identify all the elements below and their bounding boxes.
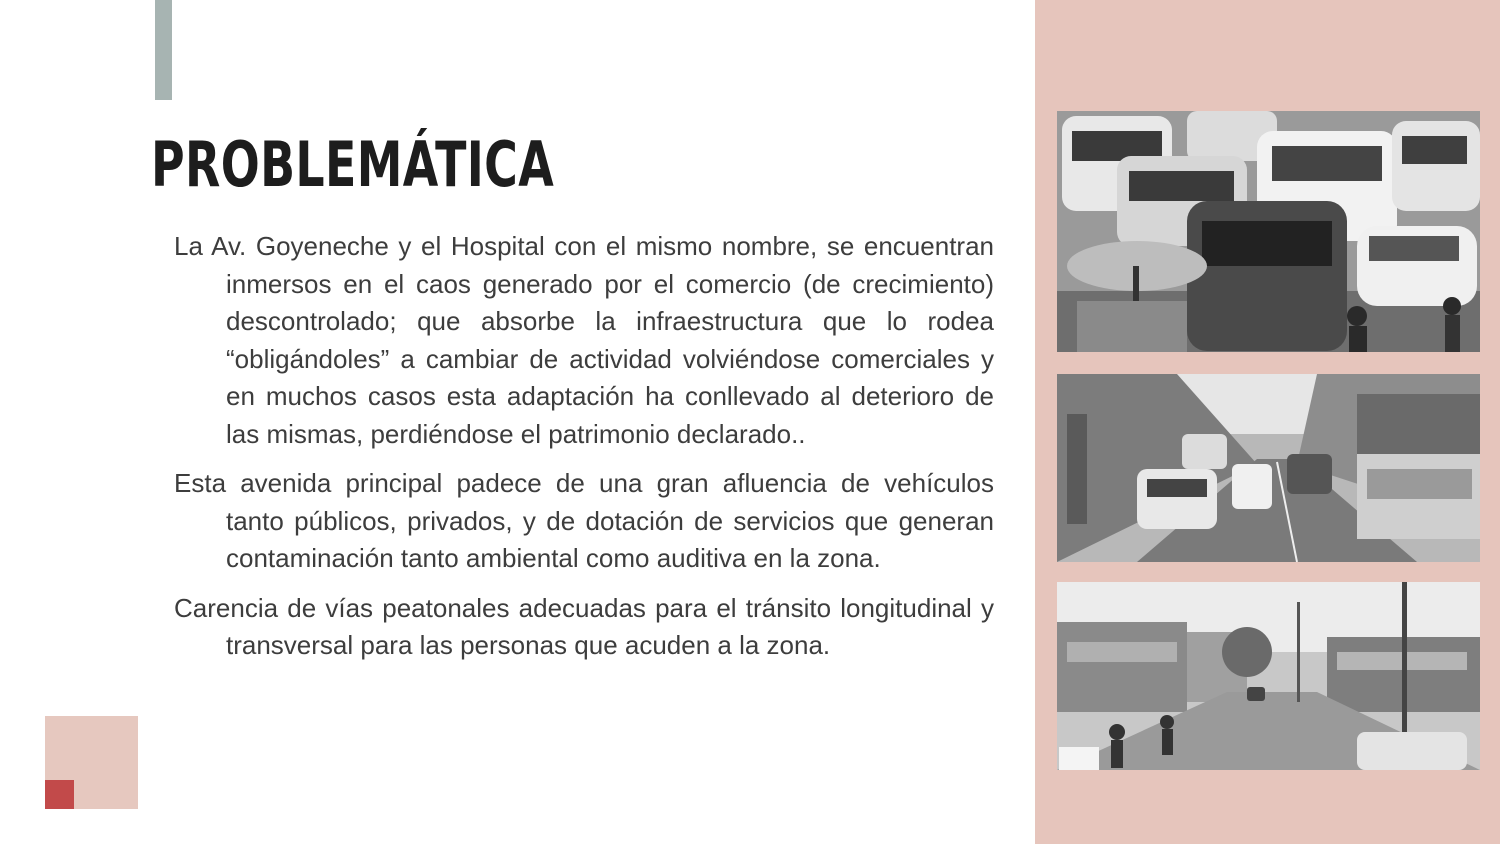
- avenue-traffic-photo: [1057, 374, 1480, 562]
- paragraph-2: Esta avenida principal padece de una gran afluencia de vehículos tanto públicos, privados, y de dotación de servicios que generan contaminación tanto ambiental como auditiva en la zona.: [174, 468, 994, 573]
- accent-bar: [155, 0, 172, 100]
- paragraph-1: La Av. Goyeneche y el Hospital con el mismo nombre, se encuentran inmersos en el caos generado por el comercio (de crecimiento) descontrolado; que absorbe la infraestructura que lo rodea “obligándoles” a cambiar de actividad volviéndose comerciales y en muchos casos esta adaptación ha conllevado al deterioro de las mismas, perdiéndose el patrimonio declarado..: [174, 231, 994, 449]
- traffic-vans-photo: [1057, 111, 1480, 352]
- decorative-small-square: [45, 780, 74, 809]
- body-text: [174, 228, 994, 677]
- street-intersection-photo: [1057, 582, 1480, 770]
- paragraph-3: Carencia de vías peatonales adecuadas para el tránsito longitudinal y transversal para las personas que acuden a la zona.: [174, 592, 994, 660]
- slide-title: PROBLEMÁTICA: [151, 128, 555, 201]
